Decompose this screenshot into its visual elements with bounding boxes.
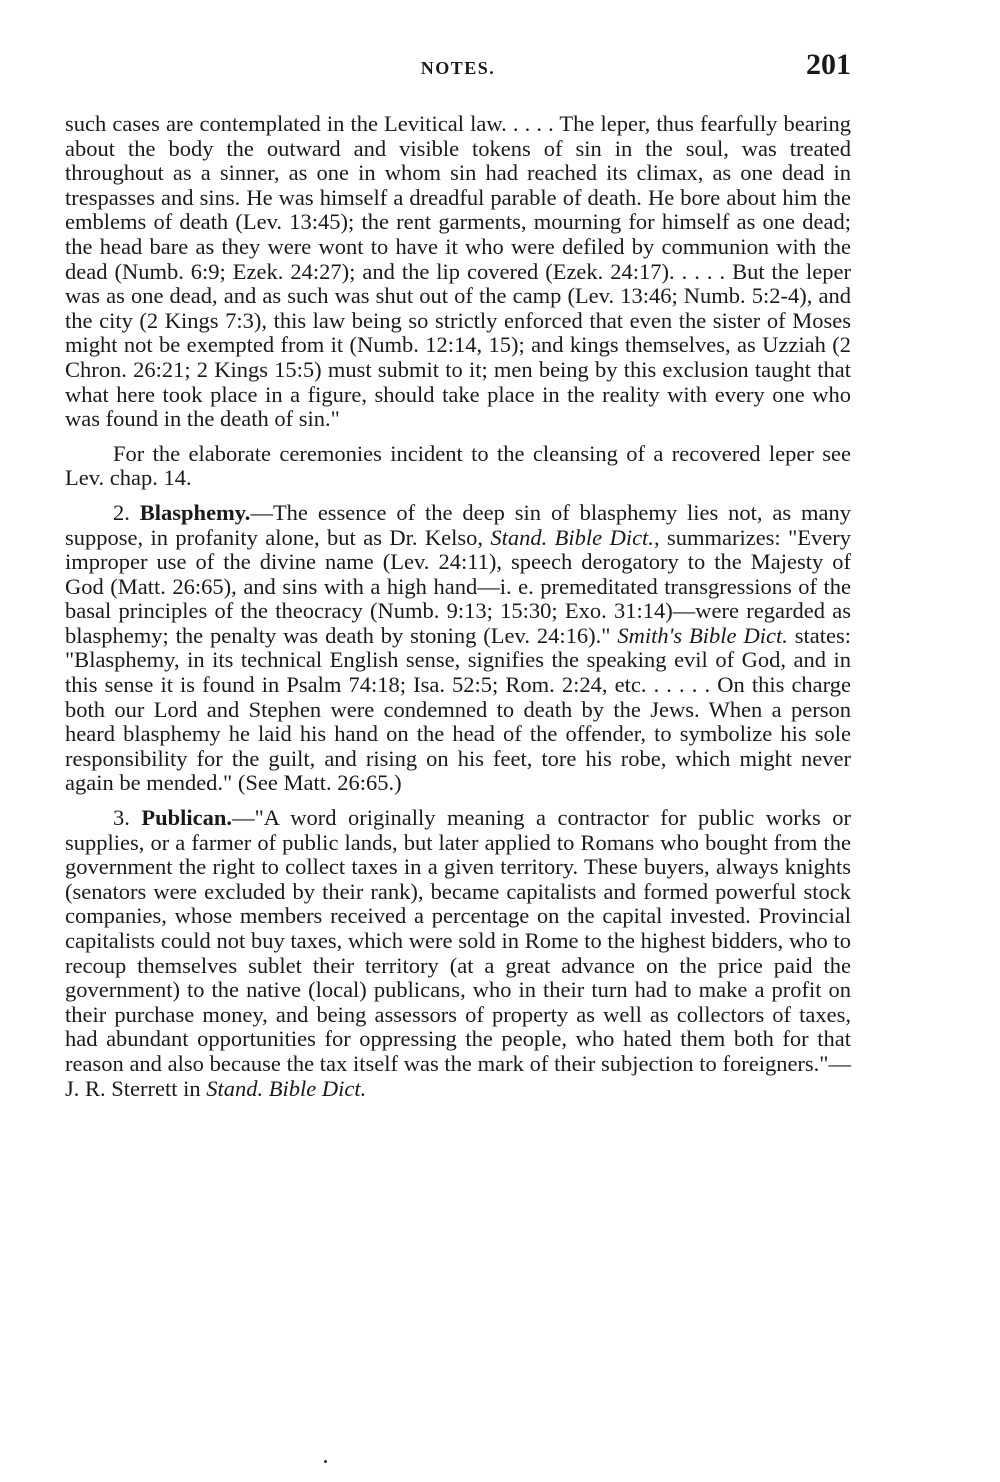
note-number: 3. <box>113 805 130 831</box>
reference-title: Stand. Bible Dict. <box>206 1075 367 1101</box>
leper-cleansing-paragraph: For the elaborate ceremonies incident to the cleansing of a recovered leper see Lev. chap. 14. <box>65 440 851 491</box>
reference-title: Stand. Bible Dict. <box>490 524 654 550</box>
book-page <box>65 48 851 1111</box>
continuation-paragraph: such cases are contemplated in the Levitical law. . . . . The leper, thus fearfully bearing about the body the outward and visible tokens of sin in the soul, was treated throughout as a sinner, as one in whom sin had reached its climax, as one dead in trespasses and sins. He was himself a dreadful parable of death. He bore about him the emblems of death (Lev. 13:45); the rent garments, mourning for himself as one dead; the head bare as they were wont to have it who were defiled by communion with the dead (Numb. 6:9; Ezek. 24:27); and the lip covered (Ezek. 24:17). . . . . But the leper was as one dead, and as such was shut out of the camp (Lev. 13:46; Numb. 5:2-4), and the city (2 Kings 7:3), this law being so strictly enforced that even the sister of Moses might not be exempted from it (Numb. 12:14, 15); and kings themselves, as Uzziah (2 Chron. 26:21; 2 Kings 15:5) must submit to it; men being by this exclusion taught that what here took place in a figure, should take place in the reality with every one who was found in the death of sin." <box>65 111 851 432</box>
reference-title: Smith's Bible Dict. <box>617 622 788 648</box>
note-text: —"A word originally meaning a contractor for public works or supplies, or a farmer of public lands, but later applied to Romans who bought from the government the right to collect taxes in a given territory. These buyers, always knights (senators were excluded by their rank), became capitalists and formed powerful stock companies, whose members received a percentage on the capital invested. Provincial capitalists could not buy taxes, which were sold in Rome to the highest bidders, who to recoup themselves sublet their territory (at a great advance on the price paid the government) to the native (local) publicans, who in their turn had to make a profit on their purchase money, and being assessors of property as well as collectors of taxes, had abundant opportunities for oppressing the people, who hated them both for that reason and also because the tax itself was the mark of their subjection to foreigners."—J. R. Sterrett in <box>65 805 852 1101</box>
note-heading: Blasphemy. <box>139 499 251 525</box>
note-blasphemy <box>65 501 851 796</box>
body-text <box>65 112 851 1101</box>
note-text: —The essence of the deep sin of blasphemy lies not, as many suppose, in profanity alone, but as Dr. Kelso, <box>65 499 852 550</box>
page-number: 201 <box>806 48 851 81</box>
running-head: NOTES. <box>420 58 496 78</box>
page-header <box>65 48 851 90</box>
note-text: , summarizes: "Every improper use of the divine name (Lev. 24:11), speech derogatory to the Majesty of God (Matt. 26:65), and sins with a high hand—i. e. premeditated transgressions of the basal principles of the theocracy (Numb. 9:13; 15:30; Exo. 31:14)—were regarded as blasphemy; the penalty was death by stoning (Lev. 24:16)." <box>65 524 851 648</box>
note-number: 2. <box>113 499 130 525</box>
note-publican <box>65 806 851 1101</box>
note-text: states: "Blasphemy, in its technical English sense, signifies the speaking evil of God, and in this sense it is found in Psalm 74:18; Isa. 52:5; Rom. 2:24, etc. . . . . . On this charge both our Lord and Stephen were condemned to death by the Jews. When a person heard blasphemy he laid his hand on the head of the offender, to symbolize his sole responsibility for the guilt, and rising on his feet, tore his robe, which might never again be mended." (See Matt. 26:65.) <box>65 622 851 796</box>
note-heading: Publican. <box>141 805 233 831</box>
print-speck <box>324 1460 327 1463</box>
